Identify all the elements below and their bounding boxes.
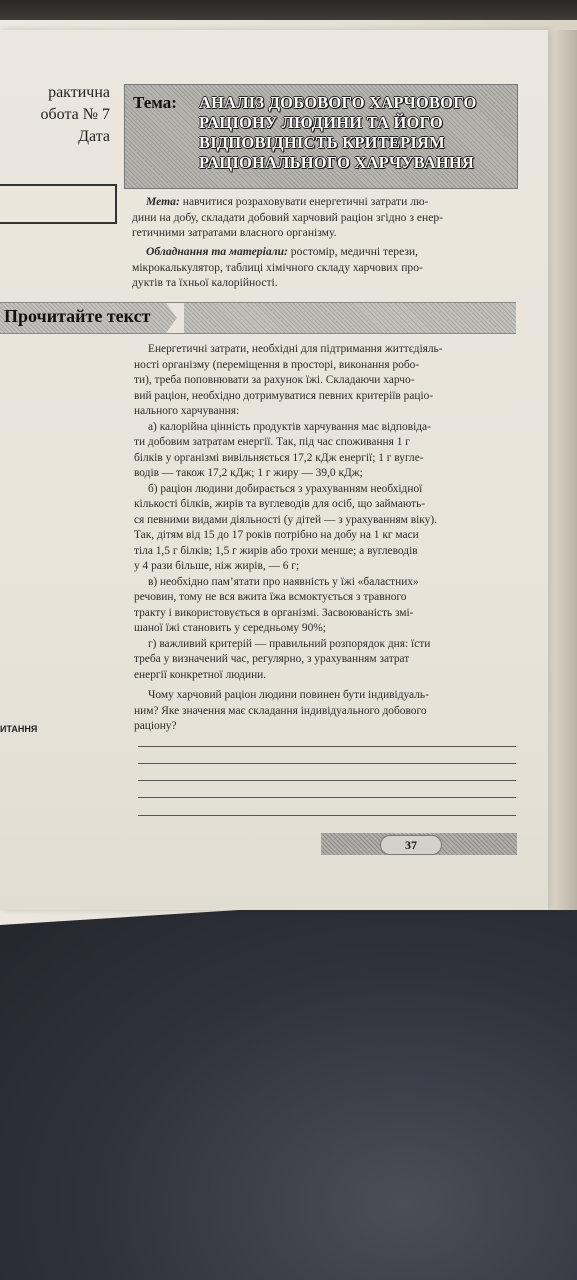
body-line: енергії конкретної людини. bbox=[134, 668, 267, 681]
body-line: речовин, тому не вся вжита їжа всмоктується з травного bbox=[134, 591, 407, 603]
side-label: ИТАННЯ bbox=[0, 724, 38, 734]
body-line: треба у визначений час, регулярно, з урахуванням затрат bbox=[134, 653, 410, 665]
section-title: Прочитайте текст bbox=[4, 306, 151, 326]
goal-label: Мета: bbox=[146, 195, 180, 208]
equipment-label: Обладнання та матеріали: bbox=[146, 245, 288, 258]
body-line: білків у організмі вивільняється 17,2 кДж енергії; 1 г вугле- bbox=[134, 451, 424, 464]
body-line: нального харчування: bbox=[134, 405, 240, 417]
body-line: г) важливий критерій — правильний розпорядок дня: їсти bbox=[148, 637, 431, 650]
section-notch bbox=[166, 303, 184, 333]
margin-line: обота № 7 bbox=[40, 106, 110, 123]
goal-line: дини на добу, складати добовий харчовий раціон згідно з енер- bbox=[132, 210, 444, 224]
title-line: АНАЛІЗ ДОБОВОГО ХАРЧОВОГО bbox=[199, 93, 477, 112]
title-line: ВІДПОВІДНІСТЬ КРИТЕРІЯМ bbox=[199, 133, 445, 152]
equipment-line: ростомір, медичні терези, bbox=[290, 245, 419, 258]
body-line: Так, дітям від 15 до 17 років потрібно на добу на 1 кг маси bbox=[134, 529, 419, 541]
title-text bbox=[199, 93, 519, 173]
section-header bbox=[0, 302, 516, 334]
date-box bbox=[0, 184, 117, 224]
answer-line[interactable] bbox=[138, 797, 516, 798]
answer-line[interactable] bbox=[138, 815, 516, 816]
body-line: а) калорійна цінність продуктів харчування має відповіда- bbox=[148, 420, 431, 433]
body-line: ти добовим затратам енергії. Так, під час споживання 1 г bbox=[134, 436, 410, 448]
title-line: РАЦІОНАЛЬНОГО ХАРЧУВАННЯ bbox=[199, 153, 475, 172]
body-text bbox=[134, 342, 516, 683]
body-line: тіла 1,5 г білків; 1,5 г жирів або трохи менше; а вуглеводів bbox=[134, 544, 418, 557]
equipment-paragraph bbox=[132, 244, 518, 291]
previous-page-heading bbox=[0, 82, 110, 148]
margin-line: рактична bbox=[48, 84, 110, 101]
question-line: ним? Яке значення має складання індивідуального добового bbox=[134, 704, 427, 717]
question-text bbox=[134, 688, 516, 735]
answer-line[interactable] bbox=[138, 763, 516, 764]
margin-line: Дата bbox=[78, 128, 110, 145]
body-line: водів — також 17,2 кДж; 1 г жиру — 39,0 кДж; bbox=[134, 467, 363, 479]
body-line: кількості білків, жирів та вуглеводів для осіб, що займають- bbox=[134, 498, 426, 510]
body-line: шаної їжі становить у середньому 90%; bbox=[134, 622, 326, 634]
title-line: РАЦІОНУ ЛЮДИНИ ТА ЙОГО bbox=[199, 113, 443, 132]
body-line: у 4 рази більше, ніж жирів, — 6 г; bbox=[134, 560, 300, 572]
body-line: Енергетичні затрати, необхідні для підтримання життєдіяль- bbox=[148, 343, 443, 355]
title-banner bbox=[124, 84, 518, 189]
body-line: ності організму (переміщення в просторі, виконання робо- bbox=[134, 358, 420, 371]
equipment-line: мікрокалькулятор, таблиці хімічного складу харчових про- bbox=[132, 260, 423, 274]
body-line: ти), треба поповнювати за рахунок їжі. Складаючи харчо- bbox=[134, 374, 415, 386]
body-line: ся певними видами діяльності (у дітей — з урахуванням віку). bbox=[134, 513, 437, 526]
body-line: вий раціон, необхідно дотримуватися певних критеріїв раціо- bbox=[134, 389, 434, 402]
goal-line: навчитися розраховувати енергетичні затрати лю- bbox=[182, 195, 429, 208]
title-prefix: Тема: bbox=[133, 93, 177, 112]
workbook-page bbox=[0, 30, 548, 910]
body-line: б) раціон людини добирається з урахуванням необхідної bbox=[148, 482, 423, 495]
body-line: в) необхідно пам’ятати про наявність у їжі «баластних» bbox=[148, 575, 419, 588]
answer-line[interactable] bbox=[138, 780, 516, 781]
equipment-line: дуктів та їхньої калорійності. bbox=[132, 276, 278, 290]
question-line: Чому харчовий раціон людини повинен бути індивідуаль- bbox=[148, 689, 429, 701]
question-line: раціону? bbox=[134, 720, 177, 732]
page-number: 37 bbox=[380, 835, 442, 855]
goal-line: гетичними затратами власного організму. bbox=[132, 226, 337, 240]
goal-paragraph bbox=[132, 194, 518, 241]
answer-line[interactable] bbox=[138, 746, 516, 747]
body-line: тракту і використовується в організмі. Засвоюваність змі- bbox=[134, 606, 414, 619]
fabric-background bbox=[0, 900, 577, 1280]
